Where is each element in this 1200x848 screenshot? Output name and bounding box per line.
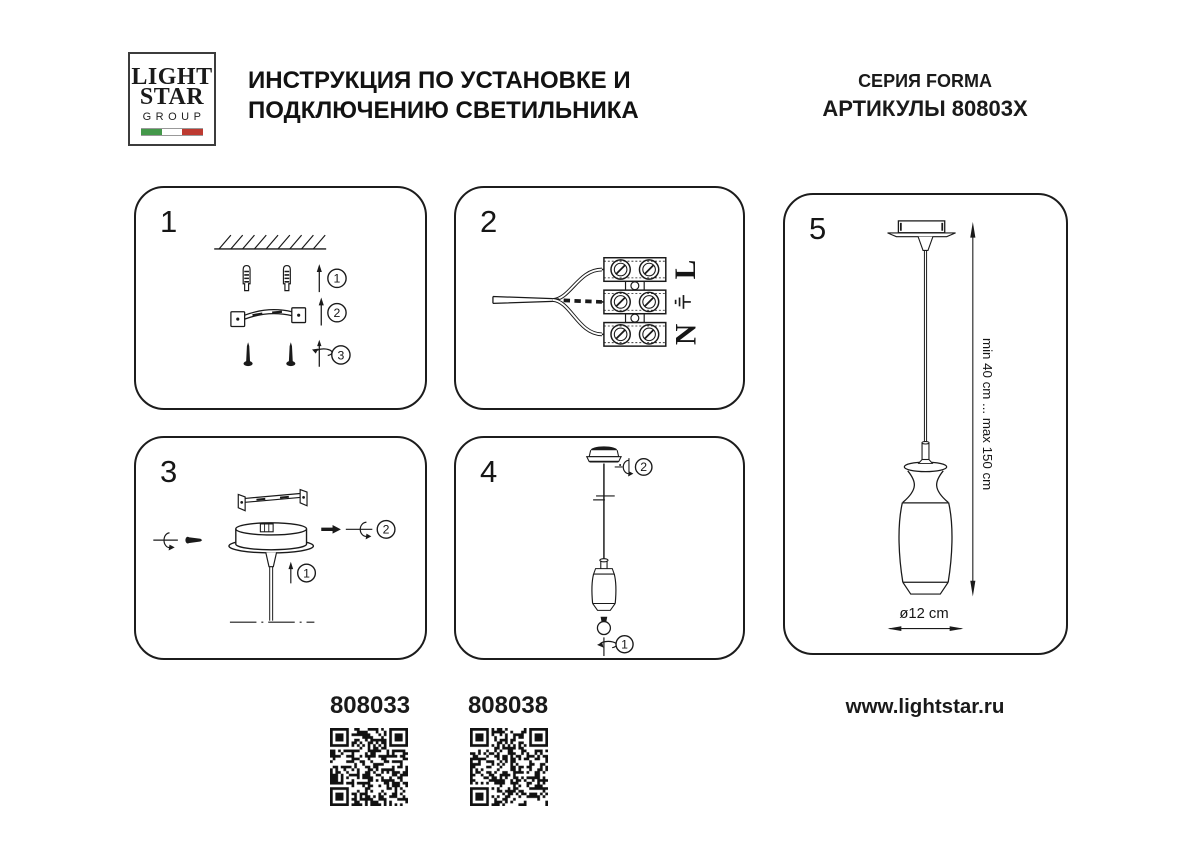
rotate-arrow-icon (312, 340, 332, 367)
lightstar-logo (128, 52, 216, 146)
suspension-cord (924, 250, 926, 442)
step-3-panel (134, 436, 427, 660)
step-number: 5 (809, 211, 827, 246)
step-5-panel (783, 193, 1068, 655)
terminal-block (604, 258, 666, 346)
rotate-arrow-icon (346, 522, 373, 539)
svg-text:min 40 cm ... max 150 cm: min 40 cm ... max 150 cm (980, 338, 996, 491)
svg-text:2: 2 (640, 460, 648, 474)
logo-word-light: LIGHT (131, 64, 213, 90)
qr-code (330, 728, 408, 806)
svg-text:1: 1 (621, 637, 628, 652)
logo-word-star: STAR (139, 84, 205, 110)
step-4-diagram (456, 438, 743, 658)
svg-text:2: 2 (333, 306, 341, 321)
callout-2 (377, 521, 395, 539)
article-code-808033: 808033 (329, 692, 411, 719)
step-1-diagram (136, 188, 425, 408)
svg-text:ø12 cm: ø12 cm (899, 606, 949, 623)
power-cable (493, 297, 553, 304)
screw (185, 537, 202, 544)
title-line-2: ПОДКЛЮЧЕНИЮ СВЕТИЛЬНИКА (248, 97, 639, 124)
italian-flag (141, 128, 203, 136)
website-url: www.lightstar.ru (845, 695, 1005, 718)
step-number: 2 (480, 204, 498, 239)
step-4-panel (454, 436, 745, 660)
lamp-shade (592, 559, 616, 611)
screw (244, 342, 253, 366)
callout-2 (328, 304, 346, 322)
step-2-diagram (456, 188, 743, 408)
step-3-diagram (136, 438, 425, 658)
callout-1 (616, 636, 633, 653)
svg-text:2: 2 (382, 522, 390, 537)
ceiling-canopy (229, 523, 313, 553)
rotate-arrow-icon (597, 637, 616, 656)
callout-2 (635, 459, 652, 476)
wall-anchor (283, 266, 290, 291)
arrow-up-icon (288, 562, 293, 584)
title-line-1: ИНСТРУКЦИЯ ПО УСТАНОВКЕ И (248, 67, 631, 94)
step-1-panel (134, 186, 427, 410)
label-line: L (670, 259, 703, 280)
arrow-up-icon (317, 264, 322, 292)
step-2-panel (454, 186, 745, 410)
height-dimension (970, 222, 995, 597)
step-number: 1 (160, 204, 178, 239)
label-neutral: N (670, 323, 703, 345)
callout-1 (328, 269, 346, 287)
step-number: 3 (160, 454, 178, 489)
qr-code (470, 728, 548, 806)
suspension-cord (593, 464, 615, 560)
diameter-dimension (888, 606, 964, 631)
ceiling-canopy (888, 221, 956, 251)
articles-range: АРТИКУЛЫ 80803X (822, 96, 1028, 121)
ground-symbol-icon (676, 295, 691, 309)
screw-direction-arrow (321, 525, 341, 534)
callout-1 (298, 564, 316, 582)
svg-text:3: 3 (337, 348, 345, 363)
svg-text:1: 1 (333, 271, 341, 286)
flag-red (182, 129, 203, 135)
flag-white (162, 129, 183, 135)
screw (286, 342, 295, 366)
lamp-shade (899, 441, 952, 594)
mounting-bracket (231, 308, 306, 327)
step-number: 4 (480, 454, 498, 489)
flag-green (141, 129, 162, 135)
callout-3 (332, 346, 350, 364)
light-bulb (597, 617, 610, 635)
article-code-808038: 808038 (467, 692, 549, 719)
mounting-bracket (238, 490, 307, 511)
arrow-up-icon (319, 298, 324, 326)
svg-text:1: 1 (303, 566, 310, 581)
step-5-diagram (785, 195, 1066, 653)
suspension-rod (230, 552, 314, 622)
ceiling-canopy (587, 446, 621, 466)
series-name: СЕРИЯ FORMA (858, 71, 992, 91)
logo-word-group: GROUP (142, 111, 206, 123)
rotate-arrow-icon (153, 533, 178, 551)
page-title (248, 66, 639, 126)
ceiling-hatch (214, 235, 326, 249)
wall-anchor (243, 266, 250, 291)
